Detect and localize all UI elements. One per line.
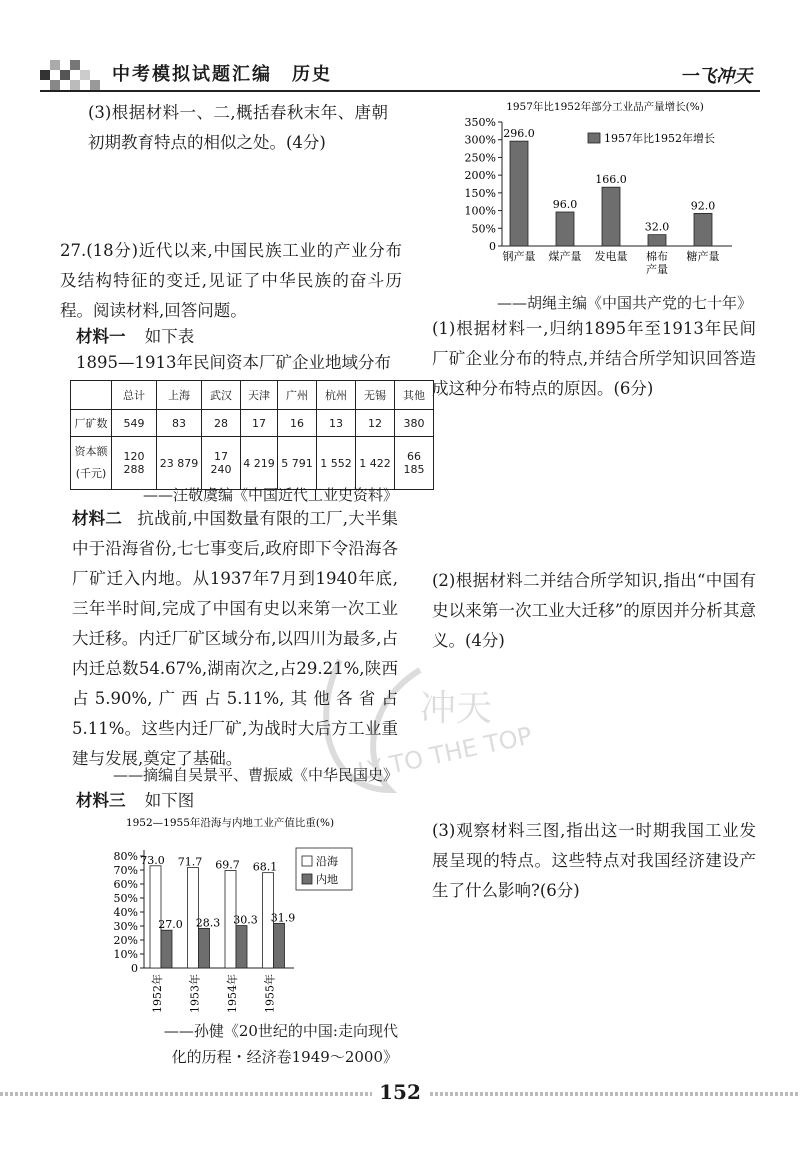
y-tick-label: 60% bbox=[113, 878, 138, 891]
bar-value-label: 27.0 bbox=[158, 918, 183, 932]
y-tick-label: 100% bbox=[464, 204, 496, 218]
table-cell: 13 bbox=[317, 410, 356, 437]
bar-value-label: 31.9 bbox=[270, 911, 296, 925]
table-cell: 16 bbox=[278, 410, 317, 437]
x-tick-label: 1952年 bbox=[151, 974, 164, 1012]
bar-value-label: 296.0 bbox=[503, 127, 535, 141]
x-tick-label: 棉布 bbox=[646, 250, 668, 263]
x-tick-label-line2: 产量 bbox=[646, 263, 668, 276]
material-2-text: 抗战前,中国数量有限的工厂,大半集中于沿海省份,七七事变后,政府即下令沿海各厂矿迁入内地。从1937年7月到1940年底,三年半时间,完成了中国有史以来第一次工业大迁移。内迁厂矿区域分布,以四川为最多,占内迁总数54.67%,湖南次之,占29.21%,陕西占5.90%,广西占5.11%,其他各省占5.11%。这些内迁厂矿,为战时大后方工业重建与发展,奠定了基础。 bbox=[72, 509, 399, 768]
y-tick-label: 50% bbox=[113, 892, 138, 905]
bar-value-label: 166.0 bbox=[595, 173, 627, 187]
x-tick-label: 发电量 bbox=[594, 250, 628, 263]
table-header-cell: 其他 bbox=[395, 381, 434, 410]
table-cell: 66 185 bbox=[395, 437, 434, 490]
material-2-label: 材料二 bbox=[72, 509, 122, 528]
legend-swatch bbox=[302, 856, 312, 866]
x-tick-label: 1955年 bbox=[263, 974, 277, 1012]
table-cell: 549 bbox=[112, 410, 157, 437]
bar-value-label: 96.0 bbox=[552, 197, 578, 211]
industrial-growth-chart bbox=[440, 98, 770, 288]
table-cell: 17 bbox=[241, 410, 278, 437]
material-2-source: ——摘编自吴景平、曹振威《中华民国史》 bbox=[112, 766, 398, 784]
x-tick-label: 钢产量 bbox=[502, 250, 536, 263]
table-cell: 28 bbox=[202, 410, 241, 437]
bar bbox=[150, 866, 161, 968]
y-tick-label: 200% bbox=[464, 169, 496, 183]
table-row-label: 厂矿数 bbox=[71, 410, 112, 437]
watermark-text-2: LY TO THE TOP bbox=[355, 721, 535, 786]
table-cell: 1 552 bbox=[317, 437, 356, 490]
x-tick-label: 糖产量 bbox=[686, 250, 720, 263]
bar-value-label: 68.1 bbox=[252, 860, 278, 874]
prev-question-3: (3)根据材料一、二,概括春秋末年、唐朝初期教育特点的相似之处。(4分) bbox=[88, 103, 388, 152]
watermark bbox=[300, 640, 560, 810]
q27-intro: 27.(18分)近代以来,中国民族工业的产业分布及结构特征的变迁,见证了中华民族的奋斗历程。阅读材料,回答问题。 bbox=[60, 241, 402, 320]
table-cell: 380 bbox=[395, 410, 434, 437]
table-header-cell: 上海 bbox=[157, 381, 202, 410]
table-row-label-b: (千元) bbox=[75, 467, 107, 480]
material-3-source-a: ——孙健《20世纪的中国:走向现代 bbox=[163, 1022, 398, 1040]
material-1-text: 如下表 bbox=[144, 327, 195, 346]
y-tick-label: 150% bbox=[464, 186, 496, 200]
table-cell: 17 240 bbox=[202, 437, 241, 490]
table-row-label-a: 资本额 bbox=[74, 445, 108, 458]
table-cell: 5 791 bbox=[278, 437, 317, 490]
y-tick-label: 250% bbox=[464, 151, 496, 165]
question-3: (3)观察材料三图,指出这一时期我国工业发展呈现的特点。这些特点对我国经济建设产生了什么影响?(6分) bbox=[432, 821, 756, 900]
table-header-cell: 广州 bbox=[278, 381, 317, 410]
bar bbox=[274, 923, 285, 968]
material-1-source: ——汪敬虞编《中国近代工业史资料》 bbox=[142, 486, 398, 504]
table-cell: 83 bbox=[157, 410, 202, 437]
bar-value-label: 92.0 bbox=[690, 199, 716, 213]
material-1-label: 材料一 bbox=[76, 327, 126, 346]
watermark-text-1: 冲天 bbox=[420, 688, 493, 729]
enterprise-table bbox=[70, 380, 434, 490]
legend-swatch bbox=[588, 133, 600, 143]
header-brand: 一飞冲天 bbox=[680, 66, 752, 87]
x-tick-label: 1954年 bbox=[226, 974, 239, 1012]
x-tick-label: 煤产量 bbox=[548, 250, 582, 263]
table-cell: 4 219 bbox=[241, 437, 278, 490]
y-tick-label: 0 bbox=[131, 962, 138, 975]
y-tick-label: 0 bbox=[489, 240, 496, 253]
table-cell: 120 288 bbox=[112, 437, 157, 490]
bar bbox=[161, 930, 172, 968]
header-decoration bbox=[40, 60, 102, 90]
y-tick-label: 30% bbox=[113, 920, 138, 933]
bar bbox=[694, 213, 712, 246]
bar-value-label: 73.0 bbox=[140, 853, 165, 867]
bar bbox=[199, 928, 210, 968]
y-tick-label: 50% bbox=[471, 222, 496, 236]
table-cell: 1 422 bbox=[356, 437, 395, 490]
page-number: 152 bbox=[372, 1078, 428, 1106]
chart-title: 1957年比1952年部分工业品产量增长(%) bbox=[506, 101, 704, 113]
bar bbox=[648, 235, 666, 246]
legend-swatch bbox=[302, 874, 312, 884]
bar-value-label: 30.3 bbox=[233, 913, 258, 927]
header-title: 中考模拟试题汇编 历史 bbox=[112, 64, 332, 85]
y-tick-label: 10% bbox=[113, 948, 138, 961]
y-tick-label: 40% bbox=[113, 906, 138, 919]
bar-value-label: 32.0 bbox=[644, 220, 670, 234]
legend-label: 1957年比1952年增长 bbox=[604, 132, 715, 145]
table-title: 1895—1913年民间资本厂矿企业地域分布 bbox=[76, 353, 391, 372]
material-3-text: 如下图 bbox=[144, 791, 195, 810]
bar bbox=[510, 141, 528, 246]
x-tick-label: 1953年 bbox=[188, 974, 202, 1012]
table-header-cell: 杭州 bbox=[317, 381, 356, 410]
y-tick-label: 20% bbox=[113, 934, 138, 947]
material-3-source-b: 化的历程・经济卷1949～2000》 bbox=[171, 1048, 398, 1066]
y-tick-label: 70% bbox=[113, 864, 138, 877]
legend-label: 沿海 bbox=[316, 855, 338, 868]
bar bbox=[602, 187, 620, 246]
y-tick-label: 300% bbox=[464, 133, 496, 147]
table-header-cell: 武汉 bbox=[202, 381, 241, 410]
bar bbox=[236, 926, 247, 968]
table-cell: 12 bbox=[356, 410, 395, 437]
bar-value-label: 69.7 bbox=[215, 858, 240, 872]
material-3-label: 材料三 bbox=[76, 791, 126, 810]
chart-1-source: ——胡绳主编《中国共产党的七十年》 bbox=[496, 294, 752, 312]
bar-value-label: 28.3 bbox=[195, 916, 221, 930]
y-tick-label: 80% bbox=[113, 850, 138, 863]
y-tick-label: 350% bbox=[464, 116, 496, 129]
table-header-cell: 无锡 bbox=[356, 381, 395, 410]
table-header-cell bbox=[71, 381, 112, 410]
coastal-inland-chart bbox=[100, 812, 400, 1012]
legend-label: 内地 bbox=[316, 873, 338, 886]
table-header-cell: 天津 bbox=[241, 381, 278, 410]
bar bbox=[556, 212, 574, 246]
table-header-cell: 总计 bbox=[112, 381, 157, 410]
table-cell: 23 879 bbox=[157, 437, 202, 490]
header-divider bbox=[40, 90, 760, 92]
bar-value-label: 71.7 bbox=[177, 855, 203, 869]
question-2: (2)根据材料二并结合所学知识,指出“中国有史以来第一次工业大迁移”的原因并分析其意义。(4分) bbox=[432, 571, 756, 650]
question-1: (1)根据材料一,归纳1895年至1913年民间厂矿企业分布的特点,并结合所学知识回答造成这种分布特点的原因。(6分) bbox=[432, 319, 756, 398]
chart-title: 1952—1955年沿海与内地工业产值比重(%) bbox=[125, 817, 335, 829]
table-row-label bbox=[71, 437, 112, 490]
